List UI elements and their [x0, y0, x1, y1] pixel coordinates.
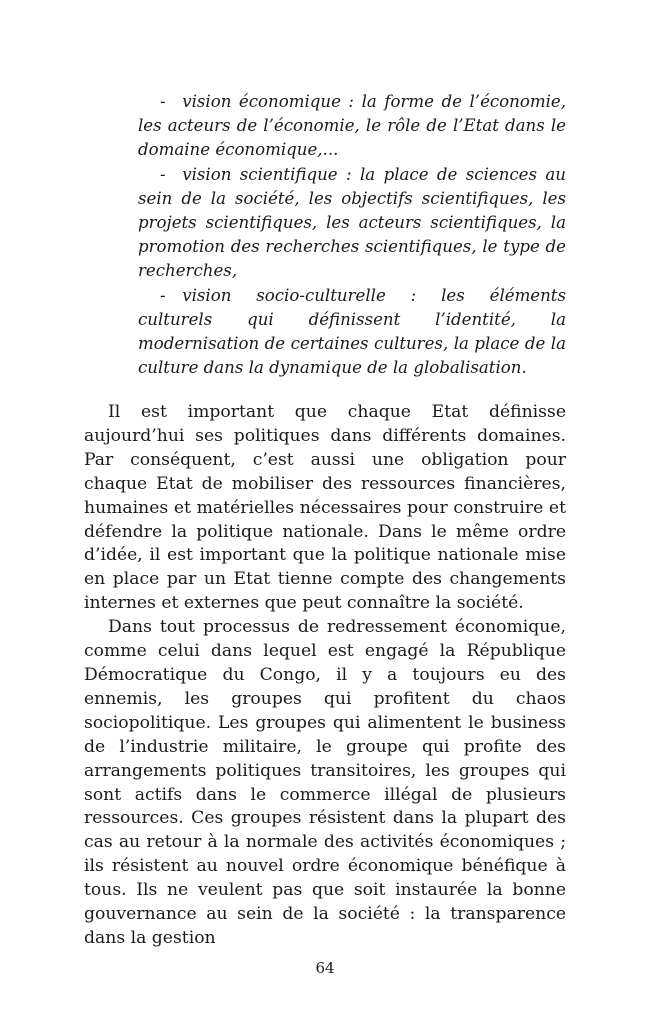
- paragraph-national-policy: Il est important que chaque Etat définisse aujourd’hui ses politiques dans différents domaines. Par conséquent, c’est aussi une obligation pour chaque Etat de mobiliser des ressources financières, humaines et matérielles nécessaires pour construire et défendre la politique nationale. Dans le même ordre d’idée, il est important que la politique nationale mise en place par un Etat tienne compte des changements internes et externes que peut connaître la société.: [84, 402, 566, 614]
- bullet-item-scientific-vision: - vision scientifique : la place de sciences au sein de la société, les objectifs scientifiques, les projets scientifiques, les acteurs scientifiques, la promotion des recherches scientifiques, le type de recherches,: [138, 164, 566, 281]
- bullet-item-sociocultural-vision: - vision socio-culturelle : les éléments culturels qui définissent l’identité, la modernisation de certaines cultures, la place de la culture dans la dynamique de la globalisation.: [138, 285, 566, 378]
- bullet-list: [138, 90, 566, 380]
- paragraph-economic-recovery: Dans tout processus de redressement économique, comme celui dans lequel est engagé la République Démocratique du Congo, il y a toujours eu des ennemis, les groupes qui profitent du chaos sociopolitique. Les groupes qui alimentent le business de l’industrie militaire, le groupe qui profite des arrangements politiques transitoires, les groupes qui sont actifs dans le commerce illégal de plusieurs ressources. Ces groupes résistent dans la plupart des cas au retour à la normale des activités économiques ; ils résistent au nouvel ordre économique bénéfique à tous. Ils ne veulent pas que soit instaurée la bonne gouvernance au sein de la société : la transparence dans la gestion: [84, 617, 566, 948]
- bullet-item-economic-vision: - vision économique : la forme de l’économie, les acteurs de l’économie, le rôle de l’Etat dans le domaine économique,...: [138, 92, 566, 160]
- body-text: [84, 401, 566, 951]
- page-number: 64: [315, 959, 335, 977]
